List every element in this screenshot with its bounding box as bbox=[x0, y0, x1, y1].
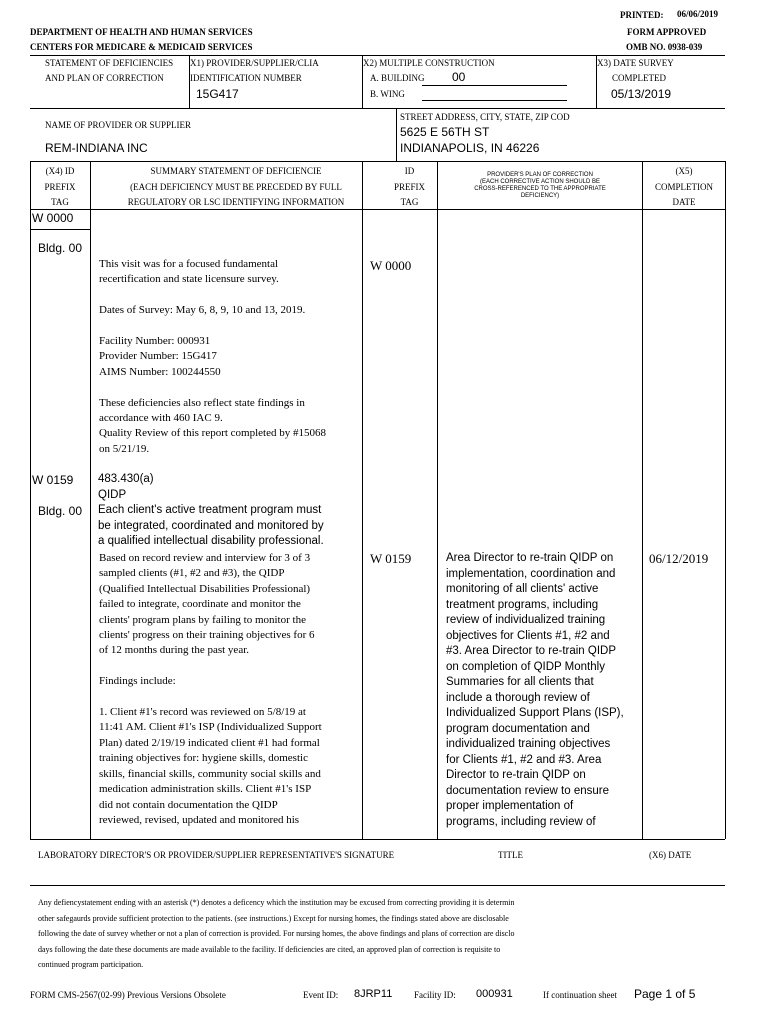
x4-header-3: TAG bbox=[51, 197, 69, 207]
statement-label-2: AND PLAN OF CORRECTION bbox=[45, 73, 164, 83]
summary-header-3: REGULATORY OR LSC IDENTIFYING INFORMATION bbox=[127, 197, 345, 207]
building-value: 00 bbox=[452, 70, 466, 84]
provider-name-label: NAME OF PROVIDER OR SUPPLIER bbox=[45, 120, 192, 130]
id-header-1: ID bbox=[404, 166, 415, 176]
x3-label-2: COMPLETED bbox=[612, 73, 666, 83]
w0159-tag: W 0159 bbox=[32, 473, 74, 487]
continuation-label: If continuation sheet bbox=[543, 990, 617, 1000]
omb-number: OMB NO. 0938-039 bbox=[626, 42, 703, 52]
x5-header-1: (X5) bbox=[675, 166, 693, 176]
wing-label: B. WING bbox=[370, 89, 405, 99]
w0000-tag: W 0000 bbox=[32, 211, 74, 225]
signature-label: LABORATORY DIRECTOR'S OR PROVIDER/SUPPLIER REPRESENTATIVE'S SIGNATURE bbox=[38, 850, 395, 860]
x5-header-3: DATE bbox=[672, 197, 696, 207]
w0159-id-prefix: W 0159 bbox=[370, 551, 412, 566]
x5-header-2: COMPLETION bbox=[655, 182, 713, 192]
plan-header-1: PROVIDER'S PLAN OF CORRECTION bbox=[487, 172, 593, 178]
x4-header-2: PREFIX bbox=[44, 182, 76, 192]
printed-label: PRINTED: bbox=[620, 10, 664, 20]
form-approved: FORM APPROVED bbox=[627, 27, 707, 37]
provider-number: 15G417 bbox=[196, 87, 239, 101]
form-number: FORM CMS-2567(02-99) Previous Versions Obsolete bbox=[30, 990, 226, 1000]
w0159-summary: Based on record review and interview for 3 of 3 sampled clients (#1, #2 and #3), the QIDP (Qualified Intellectual Disabilities Professional) failed to integrate, coordinate and monitor the clients' program plans by failing to monitor the clients' progress on their training objectives for 6 of 12 months during the past year. Findings include: 1. Client #1's record was reviewed on 5/8/19 at 11:41 AM. Client #1's ISP (Individualized Support Plan) dated 2/19/19 indicated client #1 had formal training objectives for: hygiene skills, domestic skills, financial skills, community social skills and medication administration skills. Client #1's ISP did not contain documentation the QIDP reviewed, revised, updated and monitored his bbox=[99, 552, 322, 826]
event-id-label: Event ID: bbox=[303, 990, 339, 1000]
title-label: TITLE bbox=[498, 850, 523, 860]
id-header-3: TAG bbox=[400, 197, 419, 207]
x1-label: X1) PROVIDER/SUPPLIER/CLIA bbox=[190, 58, 319, 68]
address-line-1: 5625 E 56TH ST bbox=[400, 125, 490, 139]
building-label: A. BUILDING bbox=[370, 73, 425, 83]
facility-id-label: Facility ID: bbox=[414, 990, 456, 1000]
w0159-building: Bldg. 00 bbox=[38, 504, 83, 518]
summary-header-1: SUMMARY STATEMENT OF DEFICIENCIE bbox=[150, 166, 322, 176]
survey-completed-date: 05/13/2019 bbox=[611, 87, 672, 101]
department-heading: DEPARTMENT OF HEALTH AND HUMAN SERVICES bbox=[30, 27, 253, 37]
address-line-2: INDIANAPOLIS, IN 46226 bbox=[400, 141, 540, 155]
statement-label-1: STATEMENT OF DEFICIENCIES bbox=[45, 58, 174, 68]
w0159-plan-of-correction: Area Director to re-train QIDP on implementation, coordination and monitoring of all clients' active treatment programs, including review of individualized training objectives for Clients #1, #2 and #3. Area Director to re-train QIDP on completion of QIDP Monthly Summaries for all clients that include a thorough review of Individualized Support Plans (ISP), program documentation and individualized training objectives for Clients #1, #2 and #3. Area Director to re-train QIDP on documentation review to ensure proper implementation of programs, including review of bbox=[446, 552, 624, 828]
w0000-building: Bldg. 00 bbox=[38, 241, 83, 255]
printed-date: 06/06/2019 bbox=[677, 9, 719, 19]
w0159-regulation: 483.430(a) QIDP Each client's active treatment program must be integrated, coordinated and monitored by a qualified intellectual disability professional. bbox=[98, 473, 324, 547]
event-id-value: 8JRP11 bbox=[354, 988, 393, 1000]
page-number: Page 1 of 5 bbox=[634, 987, 696, 1001]
x2-label: X2) MULTIPLE CONSTRUCTION bbox=[363, 58, 495, 68]
w0000-summary: This visit was for a focused fundamental recertification and state licensure survey. Dates of Survey: May 6, 8, 9, 10 and 13, 2019. Facility Number: 000931 Provider Number: 15G417 AIMS Number: 100244550 These deficiencies also reflect state findings in accordance with 460 IAC 9. Quality Review of this report completed by #15068 on 5/21/19. bbox=[99, 258, 326, 455]
provider-name: REM-INDIANA INC bbox=[45, 141, 148, 155]
centers-heading: CENTERS FOR MEDICARE & MEDICAID SERVICES bbox=[30, 42, 253, 52]
address-label: STREET ADDRESS, CITY, STATE, ZIP COD bbox=[400, 112, 570, 122]
plan-header-3: CROSS-REFERENCED TO THE APPROPRIATE bbox=[474, 186, 606, 192]
disclaimer-text: Any defiencystatement ending with an asterisk (*) denotes a deficency which the institution may be excused from correcting providing it is determin other safegaurds provide sufficient protection to the patients. (see instructions.) Except for nursing homes, the findings stated above are disclosable following the date of survey whether or not a plan of correction is provided. For nursing homes, the above findings and plans of correction are disclo days following the date these documents are made available to the facility. If deficiencies are cited, an approved plan of correction is requisite to continued program participation. bbox=[38, 898, 515, 969]
x6-date-label: (X6) DATE bbox=[649, 850, 692, 860]
plan-header-2: (EACH CORRECTIVE ACTION SHOULD BE bbox=[479, 179, 601, 185]
id-header-2: PREFIX bbox=[393, 182, 425, 192]
plan-header-4: DEFICIENCY) bbox=[520, 193, 560, 199]
x1-label-2: IDENTIFICATION NUMBER bbox=[190, 73, 302, 83]
w0159-completion-date: 06/12/2019 bbox=[649, 551, 709, 566]
facility-id-value: 000931 bbox=[476, 988, 513, 1000]
x3-label: X3) DATE SURVEY bbox=[597, 58, 674, 68]
summary-header-2: (EACH DEFICIENCY MUST BE PRECEDED BY FULL bbox=[130, 182, 342, 192]
w0000-id-prefix: W 0000 bbox=[370, 258, 412, 273]
x4-header-1: (X4) ID bbox=[45, 166, 75, 176]
